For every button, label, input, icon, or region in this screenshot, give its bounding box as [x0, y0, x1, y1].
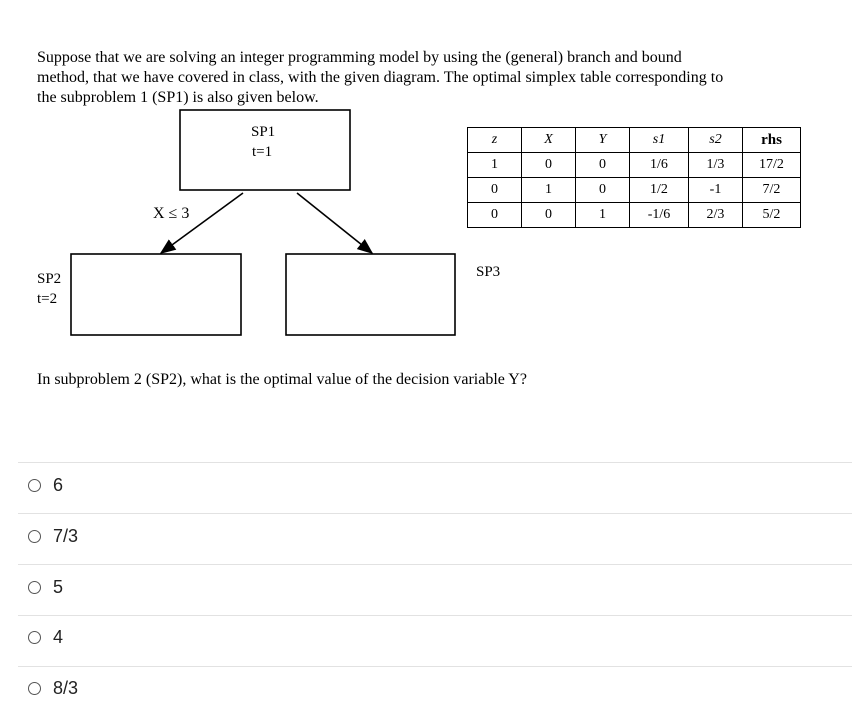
table-header: s2: [689, 128, 743, 153]
answer-option-label: 4: [53, 626, 64, 647]
table-row: [468, 153, 801, 178]
table-cell: 17/2: [743, 153, 801, 178]
divider: [18, 666, 852, 667]
answer-option-2[interactable]: [26, 516, 326, 556]
sp3-label: SP3: [476, 264, 501, 280]
table-cell: 1: [522, 178, 576, 203]
radio-button[interactable]: [28, 530, 41, 543]
divider: [18, 615, 852, 616]
table-cell: 1: [576, 203, 630, 228]
radio-button[interactable]: [28, 581, 41, 594]
answer-option-label: 5: [53, 576, 64, 597]
table-cell: 0: [468, 178, 522, 203]
divider: [18, 462, 852, 463]
answer-option-5[interactable]: [26, 668, 326, 708]
table-cell: 1/3: [689, 153, 743, 178]
radio-button[interactable]: [28, 682, 41, 695]
right-branch-arrow: [297, 193, 372, 253]
sp3-node-box: [286, 254, 455, 335]
table-row: [468, 203, 801, 228]
table-cell: 1/2: [630, 178, 689, 203]
sp2-node-box: [71, 254, 241, 335]
radio-button[interactable]: [28, 631, 41, 644]
table-header: z: [468, 128, 522, 153]
table-cell: -1: [689, 178, 743, 203]
table-cell: 1/6: [630, 153, 689, 178]
problem-statement-line-3: the subproblem 1 (SP1) is also given below.: [37, 89, 319, 106]
simplex-table: [467, 127, 801, 228]
branch-constraint-label: X ≤ 3: [153, 205, 190, 222]
table-header: s1: [630, 128, 689, 153]
divider: [18, 564, 852, 565]
table-cell: 0: [576, 178, 630, 203]
table-cell: 0: [522, 153, 576, 178]
radio-button[interactable]: [28, 479, 41, 492]
sp1-iteration: t=1: [252, 144, 273, 160]
divider: [18, 513, 852, 514]
table-cell: 0: [468, 203, 522, 228]
table-header: X: [522, 128, 576, 153]
table-header-row: [468, 128, 801, 153]
table-cell: -1/6: [630, 203, 689, 228]
table-header: Y: [576, 128, 630, 153]
answer-option-1[interactable]: [26, 465, 326, 505]
sp2-iteration: t=2: [37, 291, 58, 307]
table-cell: 7/2: [743, 178, 801, 203]
answer-option-label: 8/3: [53, 677, 79, 698]
problem-statement-line-1: Suppose that we are solving an integer programming model by using the (general) branch and bound: [37, 49, 682, 66]
answer-option-4[interactable]: [26, 617, 326, 657]
table-cell: 0: [576, 153, 630, 178]
answer-option-label: 6: [53, 474, 64, 495]
problem-statement-line-2: method, that we have covered in class, with the given diagram. The optimal simplex table corresponding to: [37, 69, 724, 86]
question-text: In subproblem 2 (SP2), what is the optimal value of the decision variable Y?: [37, 371, 527, 388]
left-branch-arrow: [161, 193, 243, 253]
table-cell: 5/2: [743, 203, 801, 228]
table-cell: 0: [522, 203, 576, 228]
table-header: rhs: [743, 128, 801, 153]
sp1-label: SP1: [251, 124, 276, 140]
answer-option-label: 7/3: [53, 525, 79, 546]
table-cell: 2/3: [689, 203, 743, 228]
answer-option-3[interactable]: [26, 567, 326, 607]
table-cell: 1: [468, 153, 522, 178]
sp2-label: SP2: [37, 271, 62, 287]
table-row: [468, 178, 801, 203]
